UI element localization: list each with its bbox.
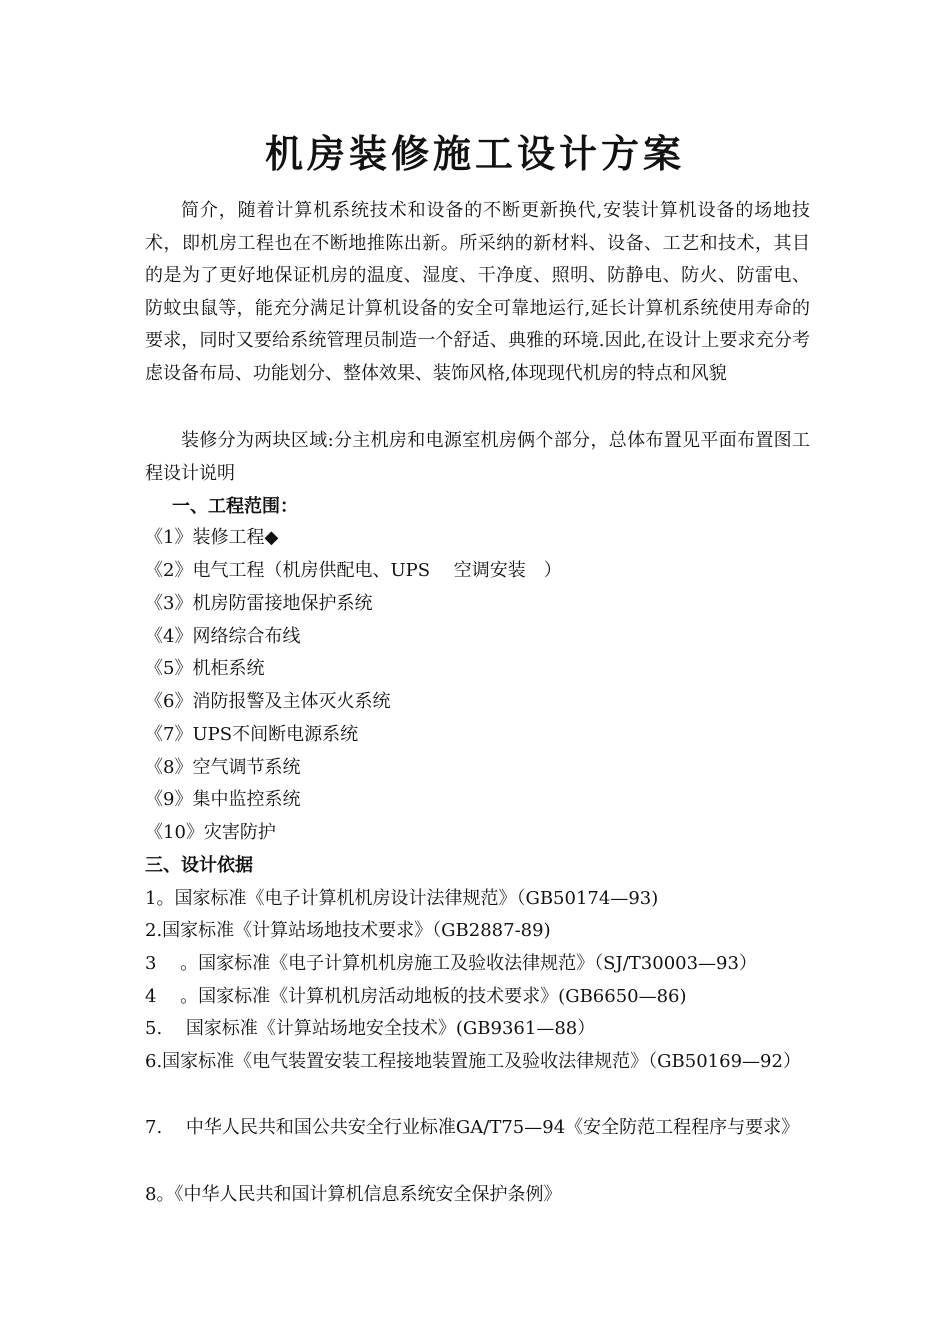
scope-item: 《1》装修工程◆: [145, 527, 279, 548]
basis-item: 8。《中华人民共和国计算机信息系统安全保护条例》: [145, 1184, 562, 1205]
document-title: 机房装修施工设计方案: [264, 131, 685, 176]
basis-item: 3 。国家标准《电子计算机机房施工及验收法律规范》（SJ/T30003—93）: [145, 953, 757, 974]
scope-heading: 一、工程范围：: [172, 496, 298, 517]
scope-item: 《7》UPS不间断电源系统: [145, 724, 359, 745]
basis-item: 6.国家标准《电气装置安装工程接地装置施工及验收法律规范》（GB50169—92）: [145, 1051, 801, 1072]
scope-item: 《6》消防报警及主体灭火系统: [145, 691, 391, 712]
basis-item: 5. 国家标准《计算站场地安全技术》(GB9361—88）: [145, 1018, 596, 1039]
layout-paragraph: 装修分为两块区域:分主机房和电源室机房俩个部分，总体布置见平面布置图工程设计说明: [145, 430, 810, 484]
scope-item: 《5》机柜系统: [145, 658, 265, 679]
scope-item: 《9》集中监控系统: [145, 789, 301, 810]
basis-heading: 三、设计依据: [145, 855, 253, 876]
basis-item: 7. 中华人民共和国公共安全行业标准GA/T75—94《安全防范工程程序与要求》: [145, 1117, 800, 1138]
scope-item: 《8》空气调节系统: [145, 757, 301, 778]
scope-item: 《10》灾害防护: [145, 822, 276, 843]
basis-item: 2.国家标准《计算站场地技术要求》（GB2887-89): [145, 920, 551, 941]
scope-item: 《4》网络综合布线: [145, 626, 301, 647]
scope-item: 《2》电气工程（机房供配电、UPS 空调安装 ）: [145, 560, 562, 581]
basis-item: 4 。国家标准《计算机机房活动地板的技术要求》(GB6650—86): [145, 986, 687, 1007]
basis-item: 1。国家标准《电子计算机机房设计法律规范》（GB50174—93): [145, 888, 659, 909]
scope-item: 《3》机房防雷接地保护系统: [145, 593, 373, 614]
intro-paragraph: 简介，随着计算机系统技术和设备的不断更新换代,安装计算机设备的场地技术，即机房工程也在不断地推陈出新。所采纳的新材料、设备、工艺和技术，其目的是为了更好地保证机房的温度、湿度、干净度、照明、防静电、防火、防雷电、防蚊虫鼠等，能充分满足计算机设备的安全可靠地运行,延长计算机系统使用寿命的要求，同时又要给系统管理员制造一个舒适、典雅的环境.因此,在设计上要求充分考虑设备布局、功能划分、整体效果、装饰风格,体现现代机房的特点和风貌: [145, 200, 810, 384]
